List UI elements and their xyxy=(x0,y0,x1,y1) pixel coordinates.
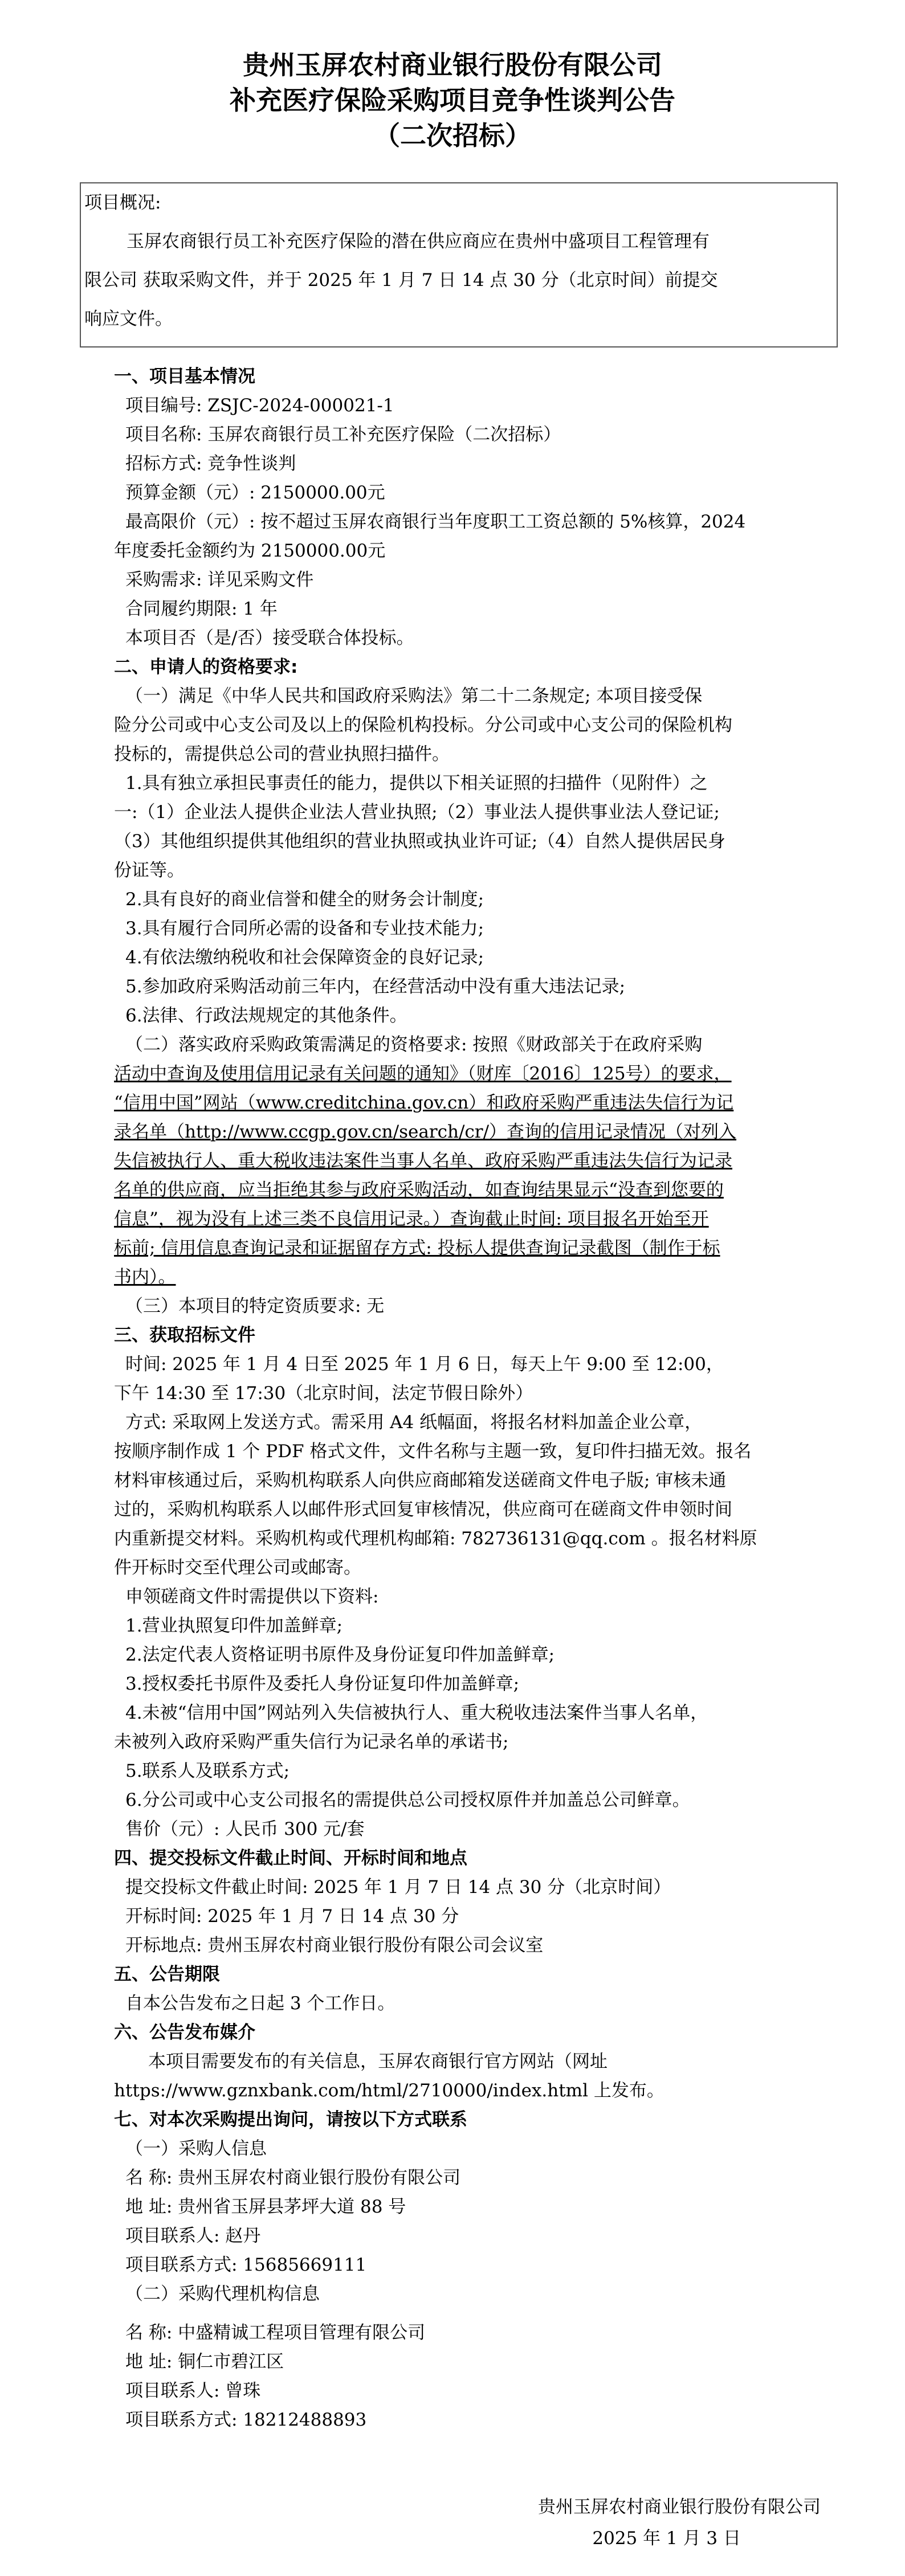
body-text-line: 本项目否（是/否）接受联合体投标。 xyxy=(125,628,414,648)
body-text-line: （一）采购人信息 xyxy=(125,2139,267,2159)
body-text-line: 失信被执行人、重大税收违法案件当事人名单、政府采购严重违法失信行为记录 xyxy=(114,1151,732,1171)
body-text-line: 项目联系人: 赵丹 xyxy=(125,2226,261,2246)
project-overview-box xyxy=(80,182,838,347)
body-text-line: 年度委托金额约为 2150000.00元 xyxy=(114,541,386,561)
section-heading: 五、公告期限 xyxy=(114,1964,220,1985)
body-text-line: 3.具有履行合同所必需的设备和专业技术能力; xyxy=(125,918,484,939)
body-text-line: 份证等。 xyxy=(114,860,185,881)
body-text-line: 开标时间: 2025 年 1 月 7 日 14 点 30 分 xyxy=(125,1906,459,1927)
body-text-line: 地 址: 铜仁市碧江区 xyxy=(125,2352,284,2372)
signature-date: 2025 年 1 月 3 日 xyxy=(592,2528,741,2549)
body-text-line: 时间: 2025 年 1 月 4 日至 2025 年 1 月 6 日，每天上午 9:00 至 12:00， xyxy=(125,1354,724,1375)
body-text-line: 自本公告发布之日起 3 个工作日。 xyxy=(125,1993,396,2014)
body-text-line: 开标地点: 贵州玉屏农村商业银行股份有限公司会议室 xyxy=(125,1935,544,1956)
body-text-line: 5.联系人及联系方式; xyxy=(125,1761,290,1781)
body-text-line: （3）其他组织提供其他组织的营业执照或执业许可证;（4）自然人提供居民身 xyxy=(114,831,725,852)
body-text-line: 项目名称: 玉屏农商银行员工补充医疗保险（二次招标） xyxy=(125,424,561,445)
body-text-line: 按顺序制作成 1 个 PDF 格式文件，文件名称与主题一致，复印件扫描无效。报名 xyxy=(114,1441,752,1462)
body-text-line: 3.授权委托书原件及委托人身份证复印件加盖鲜章; xyxy=(125,1674,520,1694)
section-heading: 三、获取招标文件 xyxy=(114,1325,255,1346)
body-text-line: 提交投标文件截止时间: 2025 年 1 月 7 日 14 点 30 分（北京时间） xyxy=(125,1877,671,1898)
body-text-line: 6.分公司或中心支公司报名的需提供总公司授权原件并加盖总公司鲜章。 xyxy=(125,1790,690,1810)
body-text-line: 活动中查询及使用信用记录有关问题的通知》（财库〔2016〕125号）的要求， xyxy=(114,1064,732,1084)
body-text-line: 方式: 采取网上发送方式。需采用 A4 纸幅面，将报名材料加盖企业公章， xyxy=(125,1412,703,1433)
body-text-line: 名 称: 贵州玉屏农村商业银行股份有限公司 xyxy=(125,2168,461,2188)
signature-org: 贵州玉屏农村商业银行股份有限公司 xyxy=(538,2497,821,2517)
body-text-line: 合同履约期限: 1 年 xyxy=(125,599,278,619)
body-text-line: 本项目需要发布的有关信息，玉屏农商银行官方网站（网址 xyxy=(148,2051,608,2072)
body-text-line: 地 址: 贵州省玉屏县茅坪大道 88 号 xyxy=(125,2197,406,2217)
body-text-line: 1.具有独立承担民事责任的能力，提供以下相关证照的扫描件（见附件）之 xyxy=(125,773,708,794)
body-text-line: 下午 14:30 至 17:30（北京时间，法定节假日除外） xyxy=(114,1383,533,1404)
document-subtitle-note: （二次招标） xyxy=(374,120,531,151)
body-text-line: 招标方式: 竞争性谈判 xyxy=(125,453,296,474)
body-text-line: 一:（1）企业法人提供企业法人营业执照;（2）事业法人提供事业法人登记证; xyxy=(114,802,720,823)
body-text-line: 书内）。 xyxy=(114,1267,176,1287)
body-text-line: 内重新提交材料。采购机构或代理机构邮箱: 782736131@qq.com 。报名材料原 xyxy=(114,1528,757,1549)
body-text-line: 预算金额（元）: 2150000.00元 xyxy=(125,483,385,503)
body-text-line: 项目联系方式: 15685669111 xyxy=(125,2255,367,2275)
body-text-line: 售价（元）: 人民币 300 元/套 xyxy=(125,1819,365,1839)
overview-line-2: 限公司 获取采购文件，并于 2025 年 1 月 7 日 14 点 30 分（北京时间）前提交 xyxy=(84,270,718,291)
body-text-line: （一）满足《中华人民共和国政府采购法》第二十二条规定; 本项目接受保 xyxy=(125,686,703,706)
body-text-line: 未被列入政府采购严重失信行为记录名单的承诺书; xyxy=(114,1732,509,1752)
body-text-line: （二）落实政府采购政策需满足的资格要求: 按照《财政部关于在政府采购 xyxy=(125,1035,703,1055)
body-text-line: 2.法定代表人资格证明书原件及身份证复印件加盖鲜章; xyxy=(125,1645,555,1665)
body-text-line: 项目联系人: 曾珠 xyxy=(125,2381,261,2401)
body-text-line: 过的，采购机构联系人以邮件形式回复审核情况，供应商可在磋商文件申领时间 xyxy=(114,1499,732,1520)
body-text-line: 名 称: 中盛精诚工程项目管理有限公司 xyxy=(125,2323,426,2343)
section-heading: 七、对本次采购提出询问，请按以下方式联系 xyxy=(114,2109,467,2130)
overview-line-3: 响应文件。 xyxy=(84,309,173,329)
body-text-line: 申领磋商文件时需提供以下资料: xyxy=(125,1587,379,1607)
section-heading: 六、公告发布媒介 xyxy=(114,2022,255,2043)
body-text-line: 录名单（http://www.ccgp.gov.cn/search/cr/）查询的信用记录情况（对列入 xyxy=(114,1122,737,1142)
body-text-line: 4.有依法缴纳税收和社会保障资金的良好记录; xyxy=(125,947,484,968)
document-title: 贵州玉屏农村商业银行股份有限公司 xyxy=(243,50,662,80)
body-text-line: 标前; 信用信息查询记录和证据留存方式: 投标人提供查询记录截图（制作于标 xyxy=(114,1238,720,1258)
body-text-line: 2.具有良好的商业信誉和健全的财务会计制度; xyxy=(125,889,484,910)
document-subtitle: 补充医疗保险采购项目竞争性谈判公告 xyxy=(230,85,675,116)
body-text-line: https://www.gznxbank.com/html/2710000/index.html 上发布。 xyxy=(114,2080,665,2101)
body-text-line: 项目编号: ZSJC-2024-000021-1 xyxy=(125,395,394,416)
body-text-line: 件开标时交至代理公司或邮寄。 xyxy=(114,1557,361,1578)
body-text-line: 项目联系方式: 18212488893 xyxy=(125,2410,367,2430)
body-text-line: （三）本项目的特定资质要求: 无 xyxy=(125,1296,385,1316)
overview-line-1: 玉屏农商银行员工补充医疗保险的潜在供应商应在贵州中盛项目工程管理有 xyxy=(127,231,710,252)
section-heading: 四、提交投标文件截止时间、开标时间和地点 xyxy=(114,1848,467,1868)
body-text-line: 险分公司或中心支公司及以上的保险机构投标。分公司或中心支公司的保险机构 xyxy=(114,715,732,735)
section-heading: 一、项目基本情况 xyxy=(114,366,255,387)
body-text-line: 信息”，视为没有上述三类不良信用记录。）查询截止时间: 项目报名开始至开 xyxy=(114,1209,709,1229)
body-text-line: 5.参加政府采购活动前三年内，在经营活动中没有重大违法记录; xyxy=(125,976,626,997)
body-text-line: （二）采购代理机构信息 xyxy=(125,2284,320,2304)
overview-label: 项目概况: xyxy=(84,193,161,213)
body-text-line: 投标的，需提供总公司的营业执照扫描件。 xyxy=(114,744,450,764)
body-text-line: 6.法律、行政法规规定的其他条件。 xyxy=(125,1005,407,1026)
body-text-line: 1.营业执照复印件加盖鲜章; xyxy=(125,1616,343,1636)
body-text-line: 材料审核通过后，采购机构联系人向供应商邮箱发送磋商文件电子版; 审核未通 xyxy=(114,1470,727,1491)
body-text-line: 名单的供应商，应当拒绝其参与政府采购活动，如查询结果显示“没查到您要的 xyxy=(114,1180,724,1200)
section-heading: 二、申请人的资格要求: xyxy=(114,657,298,677)
body-text-line: 最高限价（元）: 按不超过玉屏农商银行当年度职工工资总额的 5%核算，2024 xyxy=(125,512,746,532)
body-text-line: 采购需求: 详见采购文件 xyxy=(125,570,314,590)
body-text-line: 4.未被“信用中国”网站列入失信被执行人、重大税收违法案件当事人名单， xyxy=(125,1703,708,1723)
body-text-line: “信用中国”网站（www.creditchina.gov.cn）和政府采购严重违法失信行为记 xyxy=(114,1093,734,1113)
